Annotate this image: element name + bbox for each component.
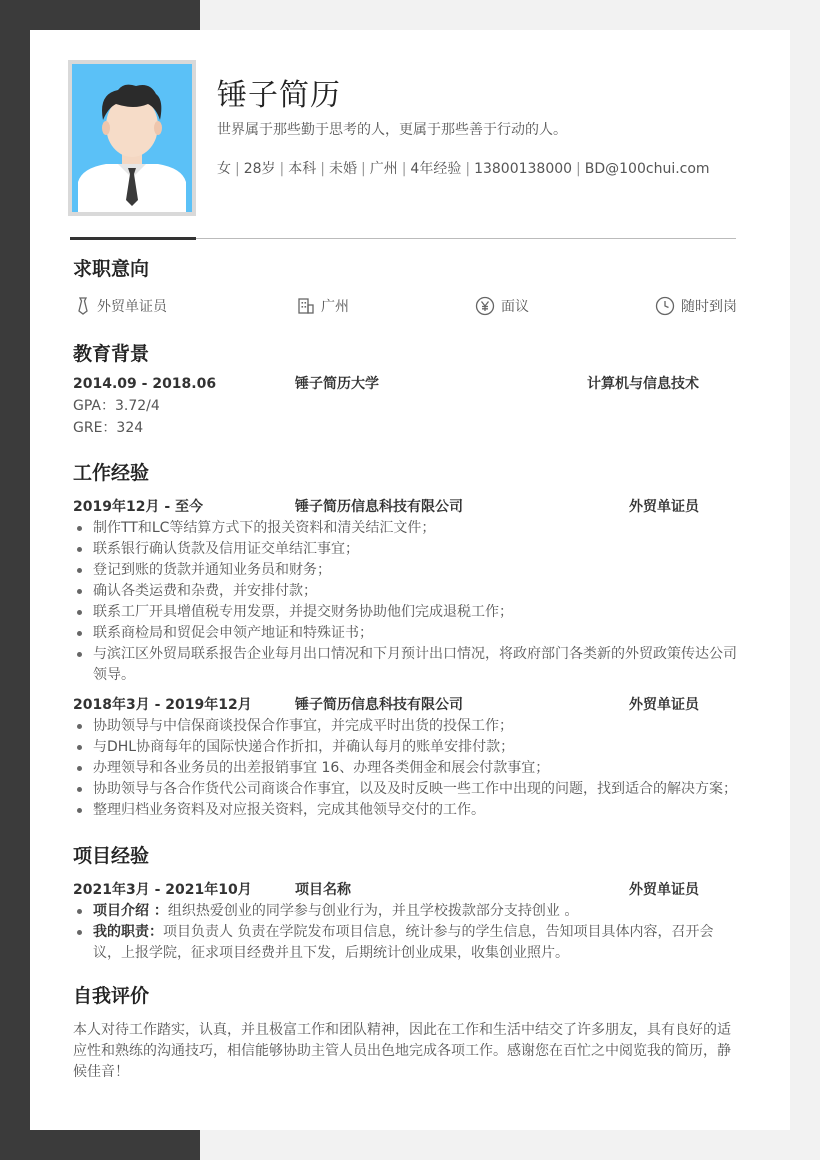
project-name: 项目名称 xyxy=(295,882,351,898)
info-gender: 女 xyxy=(217,161,231,177)
list-item: 与滨江区外贸局联系报告企业每月出口情况和下月预计出口情况，将政府部门各类新的外贸政策传达公司领导。 xyxy=(73,644,737,686)
project-duty xyxy=(73,922,737,964)
motto: 世界属于那些勤于思考的人，更属于那些善于行动的人。 xyxy=(217,122,567,138)
list-item: 联系银行确认货款及信用证交单结汇事宜； xyxy=(73,539,737,560)
section-job-intent xyxy=(73,254,737,318)
intent-salary xyxy=(475,294,529,318)
job-company: 锤子简历信息科技有限公司 xyxy=(295,697,463,713)
job-period: 2018年3月 - 2019年12月 xyxy=(73,697,252,713)
job-row xyxy=(73,496,737,518)
job-position: 外贸单证员 xyxy=(629,697,699,713)
project-intro xyxy=(73,901,737,922)
list-item: 确认各类运费和杂费，并安排付款； xyxy=(73,581,737,602)
section-self-evaluation xyxy=(73,981,737,1083)
info-degree: 本科 xyxy=(288,161,317,177)
project-intro-label: 项目介绍 ： xyxy=(93,903,168,919)
list-item: 联系工厂开具增值税专用发票，并提交财务协助他们完成退税工作； xyxy=(73,602,737,623)
project-period: 2021年3月 - 2021年10月 xyxy=(73,882,252,898)
list-item: 协助领导与各合作货代公司商谈合作事宜，以及及时反映一些工作中出现的问题，找到适合的解决方案； xyxy=(73,779,737,800)
section-title: 教育背景 xyxy=(73,343,150,365)
info-phone: 13800138000 xyxy=(474,161,573,177)
list-item: 制作TT和LC等结算方式下的报关资料和清关结汇文件； xyxy=(73,518,737,539)
resume-page xyxy=(30,30,790,1130)
education-gpa: GPA：3.72/4 xyxy=(73,398,160,414)
intent-city-text: 广州 xyxy=(321,299,349,315)
project-role: 外贸单证员 xyxy=(629,882,699,898)
list-item: 协助领导与中信保商谈投保合作事宜，并完成平时出货的投保工作； xyxy=(73,716,737,737)
intent-position-text: 外贸单证员 xyxy=(97,299,167,315)
section-title: 求职意向 xyxy=(73,258,150,280)
intent-row xyxy=(73,294,737,318)
header-divider-accent xyxy=(70,237,196,240)
section-title: 工作经验 xyxy=(73,462,150,484)
job-duties xyxy=(73,518,737,686)
list-item: 与DHL协商每年的国际快递合作折扣，并确认每月的账单安排付款； xyxy=(73,737,737,758)
education-major: 计算机与信息技术 xyxy=(587,376,699,392)
project-details xyxy=(73,901,737,964)
education-row xyxy=(73,373,737,395)
header-divider xyxy=(196,238,736,239)
job-period: 2019年12月 - 至今 xyxy=(73,499,204,515)
intent-salary-text: 面议 xyxy=(501,299,529,315)
yen-icon xyxy=(475,296,495,316)
list-item: 整理归档业务资料及对应报关资料，完成其他领导交付的工作。 xyxy=(73,800,737,821)
project-intro-text: 组织热爱创业的同学参与创业行为，并且学校拨款部分支持创业 。 xyxy=(167,903,579,919)
building-icon xyxy=(297,297,315,315)
info-age: 28岁 xyxy=(243,161,276,177)
personal-info: 女 | 28岁 | 本科 | 未婚 | 广州 | 4年经验 | 13800138000 | BD@100chui.com xyxy=(217,161,710,177)
info-email: BD@100chui.com xyxy=(584,161,710,177)
section-project xyxy=(73,841,737,964)
tie-icon xyxy=(75,297,91,315)
avatar-illustration xyxy=(72,64,192,212)
job-company: 锤子简历信息科技有限公司 xyxy=(295,499,463,515)
job-position: 外贸单证员 xyxy=(629,499,699,515)
section-education xyxy=(73,339,737,439)
section-title: 自我评价 xyxy=(73,985,150,1007)
info-experience: 4年经验 xyxy=(410,161,462,177)
section-work xyxy=(73,458,737,821)
profile-photo xyxy=(68,60,196,216)
list-item: 登记到账的货款并通知业务员和财务； xyxy=(73,560,737,581)
education-period: 2014.09 - 2018.06 xyxy=(73,376,217,392)
self-evaluation-text: 本人对待工作踏实，认真，并且极富工作和团队精神，因此在工作和生活中结交了许多朋友，具有良好的适应性和熟练的沟通技巧，相信能够协助主管人员出色地完成各项工作。感谢您在百忙之中阅览我的简历，静候佳音！ xyxy=(73,1022,731,1080)
clock-icon xyxy=(655,296,675,316)
list-item: 办理领导和各业务员的出差报销事宜 16、办理各类佣金和展会付款事宜； xyxy=(73,758,737,779)
job-row xyxy=(73,694,737,716)
job-duties xyxy=(73,716,737,821)
intent-city xyxy=(297,294,349,318)
intent-position xyxy=(75,294,167,318)
info-city: 广州 xyxy=(369,161,398,177)
project-row xyxy=(73,879,737,901)
education-school: 锤子简历大学 xyxy=(295,376,379,392)
intent-availability-text: 随时到岗 xyxy=(681,299,737,315)
project-duty-label: 我的职责： xyxy=(93,924,163,940)
list-item: 联系商检局和贸促会申领产地证和特殊证书； xyxy=(73,623,737,644)
project-duty-text: 项目负责人 负责在学院发布项目信息，统计参与的学生信息，告知项目具体内容，召开会议，上报学院，征求项目经费并且下发，后期统计创业成果，收集创业照片。 xyxy=(93,924,714,961)
section-title: 项目经验 xyxy=(73,845,150,867)
intent-availability xyxy=(655,294,737,318)
info-marital: 未婚 xyxy=(328,161,357,177)
education-gre: GRE：324 xyxy=(73,420,144,436)
candidate-name: 锤子简历 xyxy=(217,78,341,113)
